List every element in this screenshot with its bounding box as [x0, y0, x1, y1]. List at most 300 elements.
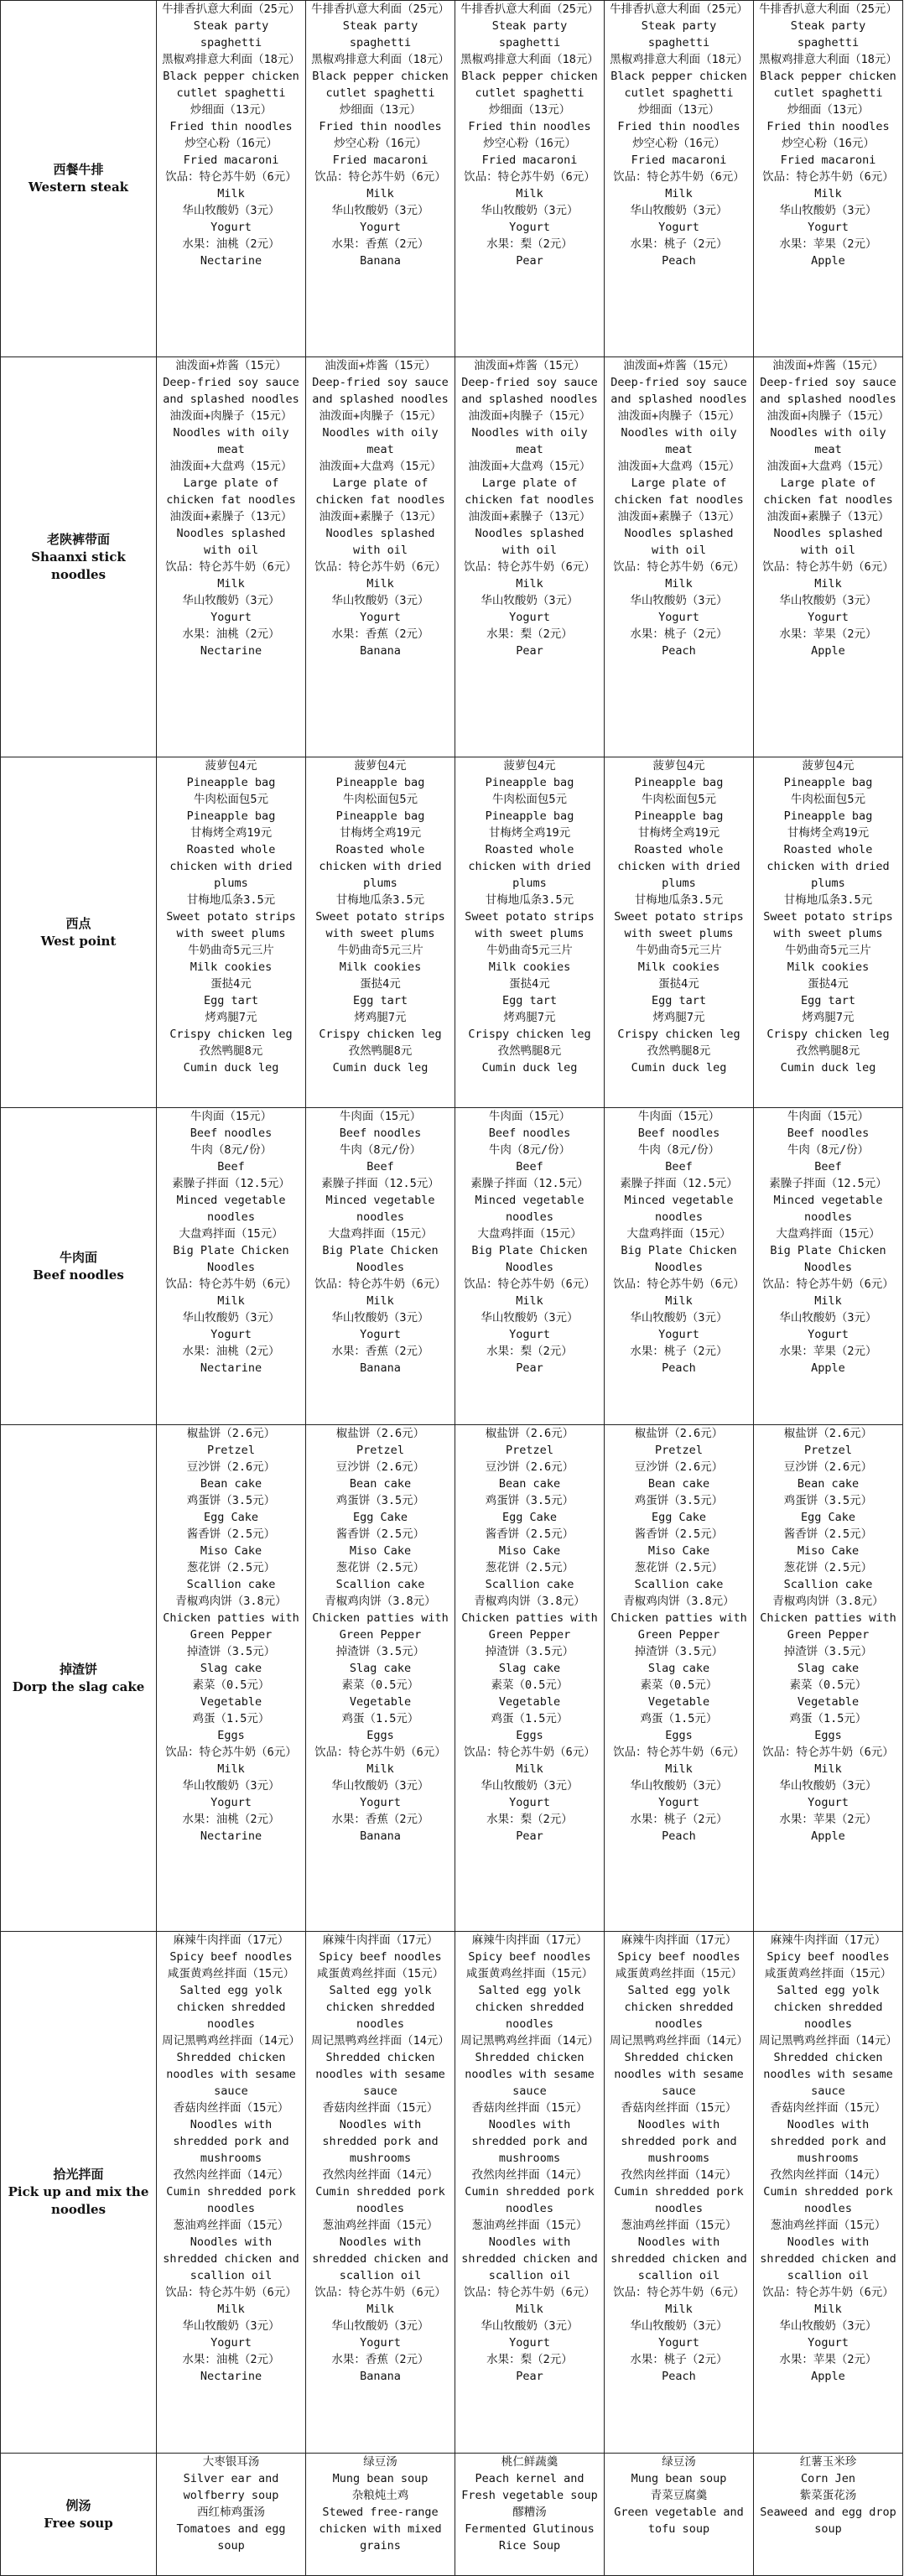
menu-item-text: 牛肉面（15元） — [637, 1110, 720, 1123]
category-name: Free soup — [44, 2515, 113, 2531]
menu-item-text: 水果：梨（2元） — [486, 627, 573, 641]
menu-item-text: Silver ear and wolfberry soup — [183, 2472, 279, 2502]
menu-item-text: 饮品：特仑苏牛奶（6元） — [165, 2286, 297, 2299]
menu-item-text: 甘梅地瓜条3.5元 — [634, 893, 724, 907]
menu-item-text: Milk — [516, 1294, 543, 1308]
menu-item-text: Stewed free-range chicken with mixed grains — [319, 2506, 442, 2553]
menu-item-text: Deep-fried soy sauce and splashed noodles — [760, 376, 896, 406]
menu-item-text: Fried macaroni — [631, 154, 727, 167]
menu-item-text: Sweet potato strips with sweet plums — [315, 910, 445, 940]
menu-item-text: 葱油鸡丝拌面（15元） — [621, 2219, 737, 2232]
menu-item-text: Steak party spaghetti — [342, 19, 418, 49]
menu-item-text: 华山牧酸奶（3元） — [182, 594, 280, 607]
menu-item-text: 鸡蛋饼（3.5元） — [783, 1494, 873, 1507]
menu-item-text: 素菜（0.5元） — [341, 1678, 419, 1692]
menu-item-text: Peach kernel and Fresh vegetable soup — [461, 2472, 598, 2502]
menu-item-text: 香菇肉丝拌面（15元） — [770, 2101, 886, 2115]
menu-item-text: 葱花饼（2.5元） — [186, 1561, 276, 1574]
menu-item-text: 饮品：特仑苏牛奶（6元） — [613, 1278, 745, 1291]
menu-item-text: Apple — [811, 2370, 845, 2383]
menu-item-text: 醪糟汤 — [512, 2506, 547, 2519]
menu-item-text: 华山牧酸奶（3元） — [630, 2319, 728, 2333]
menu-item-text: 油泼面+素臊子（13元） Noodles splashed with oil — [468, 510, 591, 557]
menu-item-text: Beef noodles — [787, 1127, 870, 1140]
menu-item-text: Yogurt — [808, 2336, 849, 2350]
menu-cell — [306, 2454, 455, 2576]
menu-item-text: Yogurt — [360, 221, 401, 234]
menu-item-text: 黑椒鸡排意大利面（18元） — [162, 53, 300, 66]
menu-item-text: 油泼面+素臊子（13元） Noodles splashed with oil — [766, 510, 890, 557]
menu-item-text: 水果：桃子（2元） — [630, 2353, 728, 2366]
menu-item-text: Green vegetable and tofu soup — [614, 2506, 744, 2536]
menu-item-text: Pineapple bag — [783, 776, 873, 789]
menu-item-text: 素菜（0.5元） — [491, 1678, 569, 1692]
menu-item-text: Bean cake — [797, 1477, 860, 1491]
menu-item-text: Miso Cake — [797, 1544, 860, 1558]
menu-item-text: Pretzel — [655, 1444, 703, 1457]
menu-item-text: 黑椒鸡排意大利面（18元） — [460, 53, 599, 66]
menu-item-text: Noodles with shredded pork and mushrooms — [621, 2118, 737, 2165]
menu-cell — [455, 1, 605, 357]
menu-item-text: 饮品：特仑苏牛奶（6元） — [613, 1746, 745, 1759]
menu-item-text: Vegetable — [647, 1695, 710, 1709]
menu-item-text: 酱香饼（2.5元） — [335, 1527, 425, 1541]
menu-item-text: 麻辣牛肉拌面（17元） — [322, 1933, 439, 1947]
menu-item-text: 青椒鸡肉饼（3.8元） — [175, 1595, 287, 1608]
menu-cell — [754, 1, 903, 357]
menu-item-text: 菠萝包4元 — [802, 759, 855, 773]
menu-item-text: 麻辣牛肉拌面（17元） — [770, 1933, 886, 1947]
menu-item-text: Eggs — [366, 1729, 394, 1742]
menu-item-text: 孜然鸭腿8元 — [348, 1044, 413, 1058]
row-category-label — [1, 757, 157, 1108]
menu-item-text: Nectarine — [200, 1829, 262, 1843]
menu-item-text: Chicken patties with Green Pepper — [760, 1611, 896, 1642]
menu-item-text: Big Plate Chicken Noodles — [621, 1244, 737, 1274]
row-category-label — [1, 1108, 157, 1425]
menu-item-text: 油泼面+炸酱（15元） — [474, 359, 585, 372]
menu-item-text: 水果：油桃（2元） — [182, 1345, 280, 1358]
menu-item-text: Yogurt — [210, 1796, 252, 1809]
menu-item-text: 油泼面+大盘鸡（15元） — [169, 460, 293, 473]
menu-item-text: Steak party spaghetti — [641, 19, 717, 49]
menu-item-text: Salted egg yolk chicken shredded noodles — [624, 1984, 734, 2031]
menu-item-text: 油泼面+炸酱（15元） — [175, 359, 287, 372]
menu-item-text: Apple — [811, 1361, 845, 1375]
menu-item-text: 牛排香扒意大利面（25元） — [311, 3, 449, 16]
menu-cell — [157, 1108, 306, 1425]
menu-item-text: Minced vegetable noodles — [176, 1194, 286, 1224]
menu-item-text: 周记黑鸭鸡丝拌面（14元） — [610, 2034, 748, 2048]
menu-item-text: 周记黑鸭鸡丝拌面（14元） — [311, 2034, 449, 2048]
menu-cell — [306, 357, 455, 757]
menu-item-text: 牛排香扒意大利面（25元） — [759, 3, 897, 16]
menu-item-text: 牛肉面（15元） — [787, 1110, 870, 1123]
menu-item-text: 椒盐饼（2.6元） — [335, 1427, 425, 1440]
menu-item-text: 牛肉面（15元） — [339, 1110, 422, 1123]
menu-item-text: 水果：苹果（2元） — [779, 627, 877, 641]
menu-item-text: Steak party spaghetti — [193, 19, 269, 49]
menu-item-text: 孜然鸭腿8元 — [497, 1044, 562, 1058]
category-name: 牛肉面 — [59, 1249, 97, 1265]
menu-item-text: 油泼面+肉臊子（15元） Noodles with oily meat — [169, 409, 293, 456]
menu-item-text: Eggs — [814, 1729, 842, 1742]
menu-cell — [455, 1108, 605, 1425]
menu-item-text: Milk — [814, 187, 842, 200]
menu-item-text: Miso Cake — [647, 1544, 710, 1558]
menu-item-text: Beef — [516, 1160, 543, 1174]
menu-item-text: Sweet potato strips with sweet plums — [763, 910, 893, 940]
menu-item-text: 饮品：特仑苏牛奶（6元） — [613, 560, 745, 574]
menu-cell — [605, 757, 754, 1108]
menu-item-text: 华山牧酸奶（3元） — [630, 1779, 728, 1793]
menu-item-text: Milk — [516, 2303, 543, 2316]
menu-item-text: 水果：油桃（2元） — [182, 2353, 280, 2366]
menu-item-text: 牛肉（8元/份） — [488, 1143, 571, 1157]
menu-item-text: 炒空心粉（16元） — [782, 137, 875, 150]
menu-cell — [455, 357, 605, 757]
menu-item-text: Vegetable — [498, 1695, 561, 1709]
menu-item-text: 椒盐饼（2.6元） — [485, 1427, 574, 1440]
menu-cell — [754, 357, 903, 757]
menu-item-text: 华山牧酸奶（3元） — [630, 204, 728, 217]
menu-item-text: Pineapple bag — [634, 809, 724, 823]
menu-item-text: 青椒鸡肉饼（3.8元） — [772, 1595, 884, 1608]
menu-cell — [754, 1932, 903, 2454]
menu-item-text: 炒细面（13元） — [787, 103, 870, 117]
menu-item-text: 红薯玉米珍 — [799, 2455, 857, 2469]
menu-item-text: 咸蛋黄鸡丝拌面（15元） — [764, 1967, 892, 1980]
menu-item-text: Peach — [662, 644, 696, 658]
menu-item-text: Vegetable — [349, 1695, 412, 1709]
menu-item-text: 饮品：特仑苏牛奶（6元） — [165, 170, 297, 184]
menu-item-text: 油泼面+炸酱（15元） — [325, 359, 436, 372]
menu-item-text: Cumin shredded pork noodles — [614, 2185, 744, 2215]
menu-item-text: 烤鸡腿7元 — [802, 1011, 855, 1024]
menu-item-text: Milk — [814, 2303, 842, 2316]
menu-item-text: 华山牧酸奶（3元） — [779, 1311, 877, 1324]
menu-cell — [157, 1, 306, 357]
menu-item-text: Roasted whole chicken with dried plums — [169, 843, 293, 890]
menu-item-text: Deep-fried soy sauce and splashed noodles — [461, 376, 598, 406]
menu-item-text: 饮品：特仑苏牛奶（6元） — [464, 170, 595, 184]
menu-item-text: Chicken patties with Green Pepper — [312, 1611, 449, 1642]
menu-item-text: Nectarine — [200, 644, 262, 658]
menu-item-text: 鸡蛋（1.5元） — [640, 1712, 718, 1725]
menu-item-text: Milk — [217, 187, 245, 200]
menu-item-text: 华山牧酸奶（3元） — [182, 2319, 280, 2333]
menu-item-text: Milk cookies — [339, 960, 422, 974]
menu-item-text: 大盘鸡拌面（15元） — [776, 1227, 881, 1241]
menu-item-text: 饮品：特仑苏牛奶（6元） — [762, 170, 894, 184]
menu-item-text: 饮品：特仑苏牛奶（6元） — [165, 1278, 297, 1291]
menu-item-text: 甘梅地瓜条3.5元 — [783, 893, 873, 907]
menu-item-text: Cumin duck leg — [332, 1061, 429, 1075]
menu-item-text: Scallion cake — [186, 1578, 276, 1591]
menu-item-text: 孜然肉丝拌面（14元） — [173, 2168, 289, 2182]
menu-item-text: 青椒鸡肉饼（3.8元） — [325, 1595, 436, 1608]
menu-item-text: 饮品：特仑苏牛奶（6元） — [314, 2286, 446, 2299]
menu-item-text: Minced vegetable noodles — [475, 1194, 584, 1224]
menu-item-text: Salted egg yolk chicken shredded noodles — [176, 1984, 286, 2031]
menu-item-text: Minced vegetable noodles — [325, 1194, 435, 1224]
menu-item-text: Crispy chicken leg — [617, 1028, 740, 1041]
menu-item-text: 油泼面+炸酱（15元） — [772, 359, 884, 372]
menu-item-text: Pineapple bag — [783, 809, 873, 823]
row-category-label — [1, 1425, 157, 1932]
menu-item-text: Crispy chicken leg — [766, 1028, 890, 1041]
menu-item-text: 油泼面+大盘鸡（15元） — [766, 460, 890, 473]
menu-item-text: Roasted whole chicken with dried plums — [319, 843, 442, 890]
menu-item-text: Pear — [516, 1361, 543, 1375]
menu-item-text: 水果：桃子（2元） — [630, 627, 728, 641]
menu-item-text: Egg tart — [651, 994, 707, 1007]
menu-item-text: 甘梅地瓜条3.5元 — [186, 893, 276, 907]
menu-item-text: Egg Cake — [800, 1511, 856, 1524]
menu-item-text: 油泼面+大盘鸡（15元） — [319, 460, 442, 473]
menu-item-text: 饮品：特仑苏牛奶（6元） — [314, 560, 446, 574]
menu-item-text: Black pepper chicken cutlet spaghetti — [163, 70, 299, 100]
menu-item-text: Shredded chicken noodles with sesame sauce — [315, 2051, 445, 2098]
menu-item-text: Pear — [516, 2370, 543, 2383]
menu-item-text: 甘梅地瓜条3.5元 — [335, 893, 425, 907]
menu-item-text: 椒盐饼（2.6元） — [783, 1427, 873, 1440]
menu-item-text: 酱香饼（2.5元） — [186, 1527, 276, 1541]
menu-item-text: 牛奶曲奇5元三片 — [337, 944, 423, 957]
menu-item-text: 菠萝包4元 — [503, 759, 556, 773]
menu-item-text: Fried thin noodles — [169, 120, 293, 133]
menu-item-text: Scallion cake — [634, 1578, 724, 1591]
menu-item-text: 饮品：特仑苏牛奶（6元） — [762, 1746, 894, 1759]
row-category-label — [1, 1, 157, 357]
menu-item-text: 麻辣牛肉拌面（17元） — [621, 1933, 737, 1947]
menu-item-text: 甘梅烤全鸡19元 — [190, 826, 273, 840]
menu-item-text: Beef — [665, 1160, 693, 1174]
menu-item-text: Cumin duck leg — [183, 1061, 279, 1075]
menu-item-text: 掉渣饼（3.5元） — [335, 1645, 425, 1658]
menu-item-text: Big Plate Chicken Noodles — [770, 1244, 886, 1274]
menu-item-text: Black pepper chicken cutlet spaghetti — [610, 70, 747, 100]
menu-item-text: 华山牧酸奶（3元） — [779, 594, 877, 607]
menu-item-text: 华山牧酸奶（3元） — [630, 594, 728, 607]
menu-item-text: Noodles with shredded pork and mushrooms — [770, 2118, 886, 2165]
menu-item-text: Milk — [366, 1762, 394, 1776]
category-name: Beef noodles — [33, 1267, 124, 1283]
menu-item-text: Milk — [665, 187, 693, 200]
menu-cell — [157, 757, 306, 1108]
menu-item-text: Sweet potato strips with sweet plums — [465, 910, 595, 940]
menu-item-text: Noodles with shredded chicken and scallion oil — [461, 2235, 598, 2282]
menu-item-text: Yogurt — [509, 2336, 550, 2350]
menu-item-text: Bean cake — [498, 1477, 561, 1491]
menu-item-text: 鸡蛋（1.5元） — [341, 1712, 419, 1725]
menu-cell — [306, 1932, 455, 2454]
menu-item-text: Milk — [366, 2303, 394, 2316]
category-name: Pick up and mix the noodles — [8, 2184, 149, 2217]
menu-item-text: Milk — [814, 1294, 842, 1308]
menu-item-text: Steak party spaghetti — [491, 19, 568, 49]
menu-item-text: 青椒鸡肉饼（3.8元） — [474, 1595, 585, 1608]
menu-item-text: 烤鸡腿7元 — [205, 1011, 257, 1024]
menu-item-text: 孜然肉丝拌面（14元） — [471, 2168, 588, 2182]
menu-item-text: 牛奶曲奇5元三片 — [486, 944, 573, 957]
menu-item-text: Milk — [665, 1294, 693, 1308]
menu-item-text: Miso Cake — [349, 1544, 412, 1558]
menu-item-text: 炒细面（13元） — [488, 103, 571, 117]
menu-item-text: Beef — [366, 1160, 394, 1174]
menu-item-text: Pineapple bag — [485, 809, 574, 823]
menu-item-text: Pineapple bag — [485, 776, 574, 789]
menu-item-text: Yogurt — [808, 1796, 849, 1809]
menu-item-text: 华山牧酸奶（3元） — [630, 1311, 728, 1324]
menu-cell — [605, 1425, 754, 1932]
menu-item-text: 鸡蛋饼（3.5元） — [186, 1494, 276, 1507]
menu-item-text: 牛奶曲奇5元三片 — [636, 944, 722, 957]
menu-item-text: Shredded chicken noodles with sesame sauce — [465, 2051, 595, 2098]
menu-item-text: Milk — [665, 577, 693, 591]
menu-item-text: 蛋挞4元 — [509, 977, 550, 991]
menu-item-text: Big Plate Chicken Noodles — [322, 1244, 439, 1274]
menu-item-text: Large plate of chicken fat noodles — [315, 476, 445, 507]
menu-item-text: 水果：油桃（2元） — [182, 627, 280, 641]
menu-item-text: Vegetable — [797, 1695, 860, 1709]
menu-item-text: 鸡蛋饼（3.5元） — [335, 1494, 425, 1507]
menu-cell — [306, 757, 455, 1108]
menu-cell — [605, 2454, 754, 2576]
menu-item-text: Chicken patties with Green Pepper — [461, 1611, 598, 1642]
menu-item-text: 牛肉（8元/份） — [339, 1143, 422, 1157]
menu-cell — [754, 1108, 903, 1425]
category-name: West point — [40, 933, 117, 949]
row-category-label — [1, 357, 157, 757]
menu-item-text: Pretzel — [207, 1444, 255, 1457]
menu-item-text: 咸蛋黄鸡丝拌面（15元） — [615, 1967, 743, 1980]
menu-item-text: 麻辣牛肉拌面（17元） — [173, 1933, 289, 1947]
menu-item-text: 豆沙饼（2.6元） — [783, 1460, 873, 1474]
menu-item-text: 鸡蛋（1.5元） — [789, 1712, 867, 1725]
menu-item-text: 饮品：特仑苏牛奶（6元） — [762, 2286, 894, 2299]
menu-cell — [455, 757, 605, 1108]
menu-item-text: Noodles with shredded chicken and scallion oil — [312, 2235, 449, 2282]
menu-item-text: 饮品：特仑苏牛奶（6元） — [613, 2286, 745, 2299]
menu-cell — [306, 1425, 455, 1932]
menu-item-text: Pineapple bag — [186, 809, 276, 823]
menu-item-text: Yogurt — [509, 221, 550, 234]
menu-item-text: Shredded chicken noodles with sesame sauce — [614, 2051, 744, 2098]
menu-item-text: 香菇肉丝拌面（15元） — [173, 2101, 289, 2115]
menu-item-text: 饮品：特仑苏牛奶（6元） — [762, 1278, 894, 1291]
menu-item-text: Yogurt — [658, 611, 699, 624]
menu-item-text: Deep-fried soy sauce and splashed noodles — [312, 376, 449, 406]
menu-item-text: 牛排香扒意大利面（25元） — [610, 3, 748, 16]
menu-item-text: 牛肉松面包5元 — [641, 793, 717, 806]
menu-item-text: Pretzel — [356, 1444, 404, 1457]
menu-item-text: Egg Cake — [651, 1511, 707, 1524]
menu-item-text: Corn Jen — [800, 2472, 856, 2485]
menu-item-text: 鸡蛋饼（3.5元） — [634, 1494, 724, 1507]
menu-item-text: Milk — [814, 1762, 842, 1776]
menu-item-text: Spicy beef noodles — [617, 1950, 740, 1964]
menu-item-text: 烤鸡腿7元 — [503, 1011, 556, 1024]
menu-item-text: Milk — [366, 577, 394, 591]
menu-item-text: 炒空心粉（16元） — [334, 137, 427, 150]
menu-item-text: Fried macaroni — [183, 154, 279, 167]
menu-item-text: Egg Cake — [501, 1511, 558, 1524]
menu-item-text: 油泼面+大盘鸡（15元） — [468, 460, 591, 473]
menu-item-text: 华山牧酸奶（3元） — [182, 1311, 280, 1324]
row-category-label — [1, 1932, 157, 2454]
menu-item-text: 孜然肉丝拌面（14元） — [621, 2168, 737, 2182]
menu-item-text: Milk cookies — [637, 960, 720, 974]
menu-item-text: Slag cake — [349, 1662, 412, 1675]
menu-item-text: Tomatoes and egg soup — [176, 2522, 286, 2553]
menu-item-text: Cumin shredded pork noodles — [465, 2185, 595, 2215]
menu-item-text: 华山牧酸奶（3元） — [481, 204, 579, 217]
menu-item-text: 香菇肉丝拌面（15元） — [322, 2101, 439, 2115]
menu-item-text: Sweet potato strips with sweet plums — [166, 910, 296, 940]
menu-item-text: Milk cookies — [787, 960, 870, 974]
menu-item-text: 油泼面+肉臊子（15元） Noodles with oily meat — [319, 409, 442, 456]
menu-item-text: Peach — [662, 254, 696, 268]
menu-item-text: 水果：苹果（2元） — [779, 2353, 877, 2366]
menu-item-text: 水果：桃子（2元） — [630, 237, 728, 251]
menu-item-text: 牛排香扒意大利面（25元） — [460, 3, 599, 16]
menu-item-text: Yogurt — [360, 1796, 401, 1809]
menu-item-text: 华山牧酸奶（3元） — [182, 204, 280, 217]
menu-item-text: Milk — [366, 1294, 394, 1308]
menu-item-text: Egg tart — [501, 994, 558, 1007]
menu-item-text: Banana — [360, 2370, 401, 2383]
menu-item-text: Large plate of chicken fat noodles — [465, 476, 595, 507]
menu-item-text: 绿豆汤 — [662, 2455, 696, 2469]
menu-item-text: Egg Cake — [203, 1511, 259, 1524]
menu-item-text: 素臊子拌面（12.5元） — [172, 1177, 290, 1190]
menu-item-text: Spicy beef noodles — [766, 1950, 890, 1964]
category-name: 掉渣饼 — [59, 1661, 97, 1677]
menu-item-text: Beef noodles — [488, 1127, 571, 1140]
menu-item-text: 香菇肉丝拌面（15元） — [471, 2101, 588, 2115]
menu-item-text: Miso Cake — [498, 1544, 561, 1558]
menu-item-text: 大盘鸡拌面（15元） — [328, 1227, 433, 1241]
menu-item-text: Yogurt — [509, 611, 550, 624]
menu-item-text: Cumin duck leg — [631, 1061, 727, 1075]
menu-item-text: Yogurt — [808, 221, 849, 234]
menu-row — [1, 357, 903, 757]
menu-item-text: Apple — [811, 1829, 845, 1843]
menu-item-text: Minced vegetable noodles — [773, 1194, 883, 1224]
menu-item-text: 菠萝包4元 — [354, 759, 407, 773]
menu-item-text: 水果：梨（2元） — [486, 1813, 573, 1826]
menu-item-text: 牛肉面（15元） — [488, 1110, 571, 1123]
menu-item-text: Noodles with shredded chicken and scallion oil — [760, 2235, 896, 2282]
menu-item-text: 华山牧酸奶（3元） — [331, 594, 429, 607]
menu-item-text: Roasted whole chicken with dried plums — [617, 843, 740, 890]
menu-item-text: 炒细面（13元） — [190, 103, 273, 117]
menu-item-text: 豆沙饼（2.6元） — [485, 1460, 574, 1474]
menu-item-text: Roasted whole chicken with dried plums — [468, 843, 591, 890]
menu-item-text: Black pepper chicken cutlet spaghetti — [760, 70, 896, 100]
menu-item-text: Eggs — [516, 1729, 543, 1742]
menu-item-text: 水果：香蕉（2元） — [331, 1813, 429, 1826]
menu-item-text: 豆沙饼（2.6元） — [335, 1460, 425, 1474]
menu-item-text: Spicy beef noodles — [169, 1950, 293, 1964]
menu-item-text: 牛奶曲奇5元三片 — [188, 944, 274, 957]
menu-item-text: Deep-fried soy sauce and splashed noodles — [163, 376, 299, 406]
menu-item-text: Crispy chicken leg — [319, 1028, 442, 1041]
menu-item-text: Egg tart — [352, 994, 408, 1007]
menu-item-text: 饮品：特仑苏牛奶（6元） — [314, 1746, 446, 1759]
menu-item-text: Pear — [516, 644, 543, 658]
